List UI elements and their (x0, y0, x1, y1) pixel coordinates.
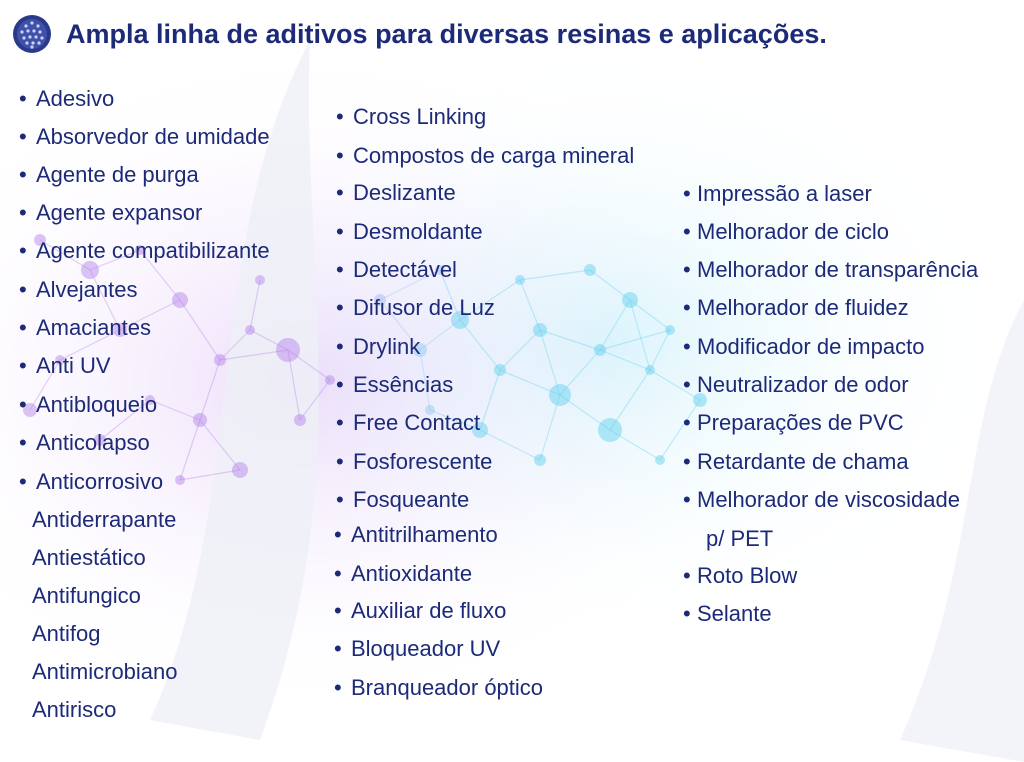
list-item: • Melhorador de transparência (697, 257, 978, 283)
network-node (594, 344, 606, 356)
list-item: • Auxiliar de fluxo (351, 598, 506, 624)
globe-pattern-icon (12, 14, 52, 54)
network-node (655, 455, 665, 465)
list-item: • Preparações de PVC (697, 410, 904, 436)
list-item: • Agente expansor (36, 200, 202, 226)
list-item: • Bloqueador UV (351, 636, 500, 662)
list-item: Antimicrobiano (32, 659, 178, 684)
list-item: Antifog (32, 621, 101, 646)
network-node (533, 323, 547, 337)
list-item: • Drylink (353, 334, 420, 360)
network-node (175, 475, 185, 485)
list-item: • Alvejantes (36, 277, 138, 303)
network-node (245, 325, 255, 335)
list-item: • Absorvedor de umidade (36, 124, 270, 150)
list-item: • Modificador de impacto (697, 334, 924, 360)
network-node (214, 354, 226, 366)
network-node (172, 292, 188, 308)
list-item: • Roto Blow (697, 563, 797, 589)
list-item: • Desmoldante (353, 219, 483, 245)
network-node (665, 325, 675, 335)
list-item: • Antibloqueio (36, 392, 157, 418)
list-item: Antirisco (32, 697, 117, 722)
list-item: • Selante (697, 601, 772, 627)
network-node (622, 292, 638, 308)
network-node (598, 418, 622, 442)
list-item: Antifungico (32, 583, 141, 608)
network-node (645, 365, 655, 375)
list-item: • Adesivo (36, 86, 114, 112)
list-item: • Amaciantes (36, 315, 151, 341)
network-node (515, 275, 525, 285)
list-item: • Agente compatibilizante (36, 238, 270, 264)
list-item: • Antioxidante (351, 561, 472, 587)
list-item: • Difusor de Luz (353, 295, 495, 321)
list-item: • Melhorador de ciclo (697, 219, 889, 245)
list-item: • Antitrilhamento (351, 522, 498, 548)
page-title: Ampla linha de aditivos para diversas resinas e aplicações. (66, 18, 827, 49)
list-item: • Branqueador óptico (351, 675, 543, 701)
network-node (255, 275, 265, 285)
network-node (232, 462, 248, 478)
list-item: Antiderrapante (32, 507, 177, 532)
list-item: • Melhorador de viscosidade (697, 487, 960, 513)
list-item: • Deslizante (353, 180, 456, 206)
list-item: • Impressão a laser (697, 181, 872, 207)
list-item: • Fosforescente (353, 449, 492, 475)
list-item: • Anti UV (36, 353, 111, 379)
network-node (494, 364, 506, 376)
list-item: • Detectável (353, 257, 457, 283)
network-node (534, 454, 546, 466)
list-item: • Essências (353, 372, 453, 398)
list-item: • Agente de purga (36, 162, 199, 188)
list-item: • Free Contact (353, 410, 480, 436)
list-item: • Cross Linking (353, 104, 486, 130)
network-node (325, 375, 335, 385)
list-item: • Anticorrosivo (36, 469, 163, 495)
header (12, 14, 827, 54)
list-item: • Retardante de chama (697, 449, 909, 475)
list-item: p/ PET (706, 526, 774, 551)
list-item: • Anticolapso (36, 430, 150, 456)
list-item: Antiestático (32, 545, 146, 570)
network-node (584, 264, 596, 276)
list-item: • Melhorador de fluidez (697, 295, 909, 321)
network-node (193, 413, 207, 427)
network-node (549, 384, 571, 406)
list-item: • Fosqueante (353, 487, 469, 513)
list-item: • Compostos de carga mineral (353, 143, 634, 169)
list-item: • Neutralizador de odor (697, 372, 909, 398)
network-node (294, 414, 306, 426)
network-node (276, 338, 300, 362)
